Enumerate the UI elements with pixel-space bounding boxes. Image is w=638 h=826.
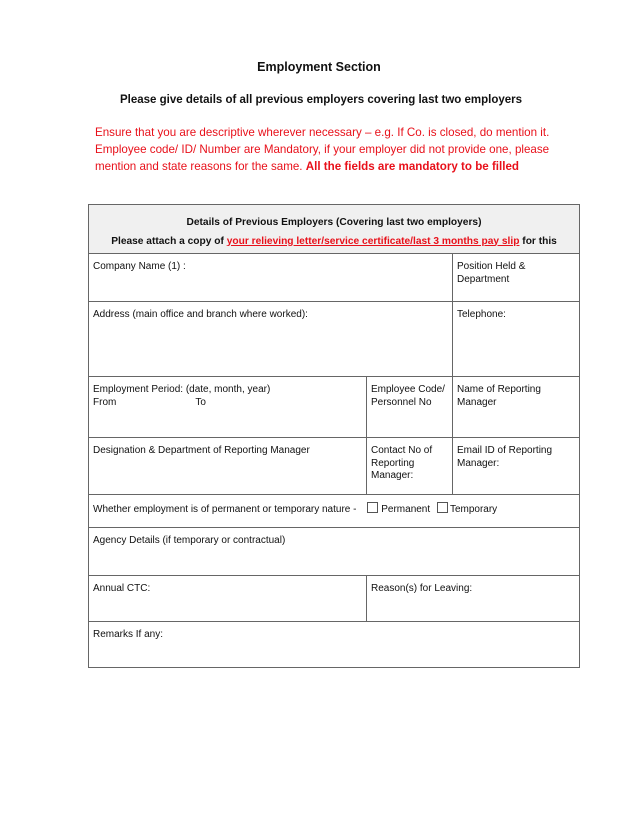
notice-bold-text: All the fields are mandatory to be filled — [305, 160, 520, 173]
reason-label: Reason(s) for Leaving: — [371, 583, 473, 594]
employee-code-label-2: Personnel No — [371, 396, 432, 408]
employee-code-field[interactable] — [367, 377, 453, 438]
attach-suffix: for this — [522, 235, 557, 247]
position-field[interactable] — [453, 254, 580, 302]
temporary-label: Temporary — [449, 504, 498, 515]
permanent-checkbox[interactable] — [367, 502, 378, 513]
contact-label-1: Contact No of Reporting — [371, 445, 433, 469]
attach-prefix: Please attach a copy of — [111, 235, 224, 247]
employment-period-field[interactable] — [89, 377, 367, 438]
contact-label-2: Manager: — [371, 470, 414, 481]
agency-details-field[interactable] — [89, 528, 580, 576]
designation-label: Designation & Department of Reporting Manager — [93, 445, 310, 456]
reporting-email-field[interactable] — [453, 438, 580, 495]
period-from-label: From — [93, 396, 117, 408]
telephone-field[interactable] — [453, 302, 580, 377]
form-heading-line1: Details of Previous Employers (Covering last two employers) — [186, 217, 482, 228]
agency-label: Agency Details (if temporary or contractual) — [93, 535, 286, 546]
form-heading — [89, 205, 580, 254]
form-heading-line2 — [89, 236, 579, 249]
telephone-label: Telephone: — [457, 309, 506, 320]
remarks-label: Remarks If any: — [93, 629, 164, 640]
reason-for-leaving-field[interactable] — [367, 576, 580, 622]
temporary-checkbox[interactable] — [437, 502, 448, 513]
reporting-name-label-2: Manager — [457, 396, 497, 408]
email-label-1: Email ID of Reporting — [457, 445, 553, 456]
position-label: Position Held & Department — [457, 261, 526, 285]
instructions-notice — [95, 124, 555, 175]
previous-employer-form — [88, 204, 580, 668]
employment-nature-row — [89, 495, 580, 528]
notice-text: Ensure that you are descriptive wherever necessary – e.g. If Co. is closed, do mention it. Employee code/ ID/ Number are Mandatory, if your employer did not provide one, please mention and state reasons for the same. — [95, 126, 550, 173]
period-to-label: To — [195, 396, 206, 408]
page-title: Employment Section — [257, 60, 381, 74]
address-field[interactable] — [89, 302, 453, 377]
reporting-contact-field[interactable] — [367, 438, 453, 495]
annual-ctc-field[interactable] — [89, 576, 367, 622]
page-subtitle: Please give details of all previous employers covering last two employers — [120, 94, 523, 106]
reporting-manager-name-field[interactable] — [453, 377, 580, 438]
reporting-name-label-1: Name of Reporting — [457, 384, 541, 395]
company-name-label: Company Name (1) : — [93, 261, 186, 272]
designation-field[interactable] — [89, 438, 367, 495]
company-name-field[interactable] — [89, 254, 453, 302]
employee-code-label-1: Employee Code/ — [371, 384, 445, 395]
email-label-2: Manager: — [457, 457, 500, 469]
nature-question: Whether employment is of permanent or temporary nature - — [93, 504, 357, 515]
remarks-field[interactable] — [89, 622, 580, 668]
address-label: Address (main office and branch where worked): — [93, 309, 308, 320]
attach-documents-link: your relieving letter/service certificate/last 3 months pay slip — [226, 235, 520, 247]
ctc-label: Annual CTC: — [93, 583, 151, 594]
permanent-label: Permanent — [381, 504, 431, 515]
period-label: Employment Period: (date, month, year) — [93, 384, 271, 395]
